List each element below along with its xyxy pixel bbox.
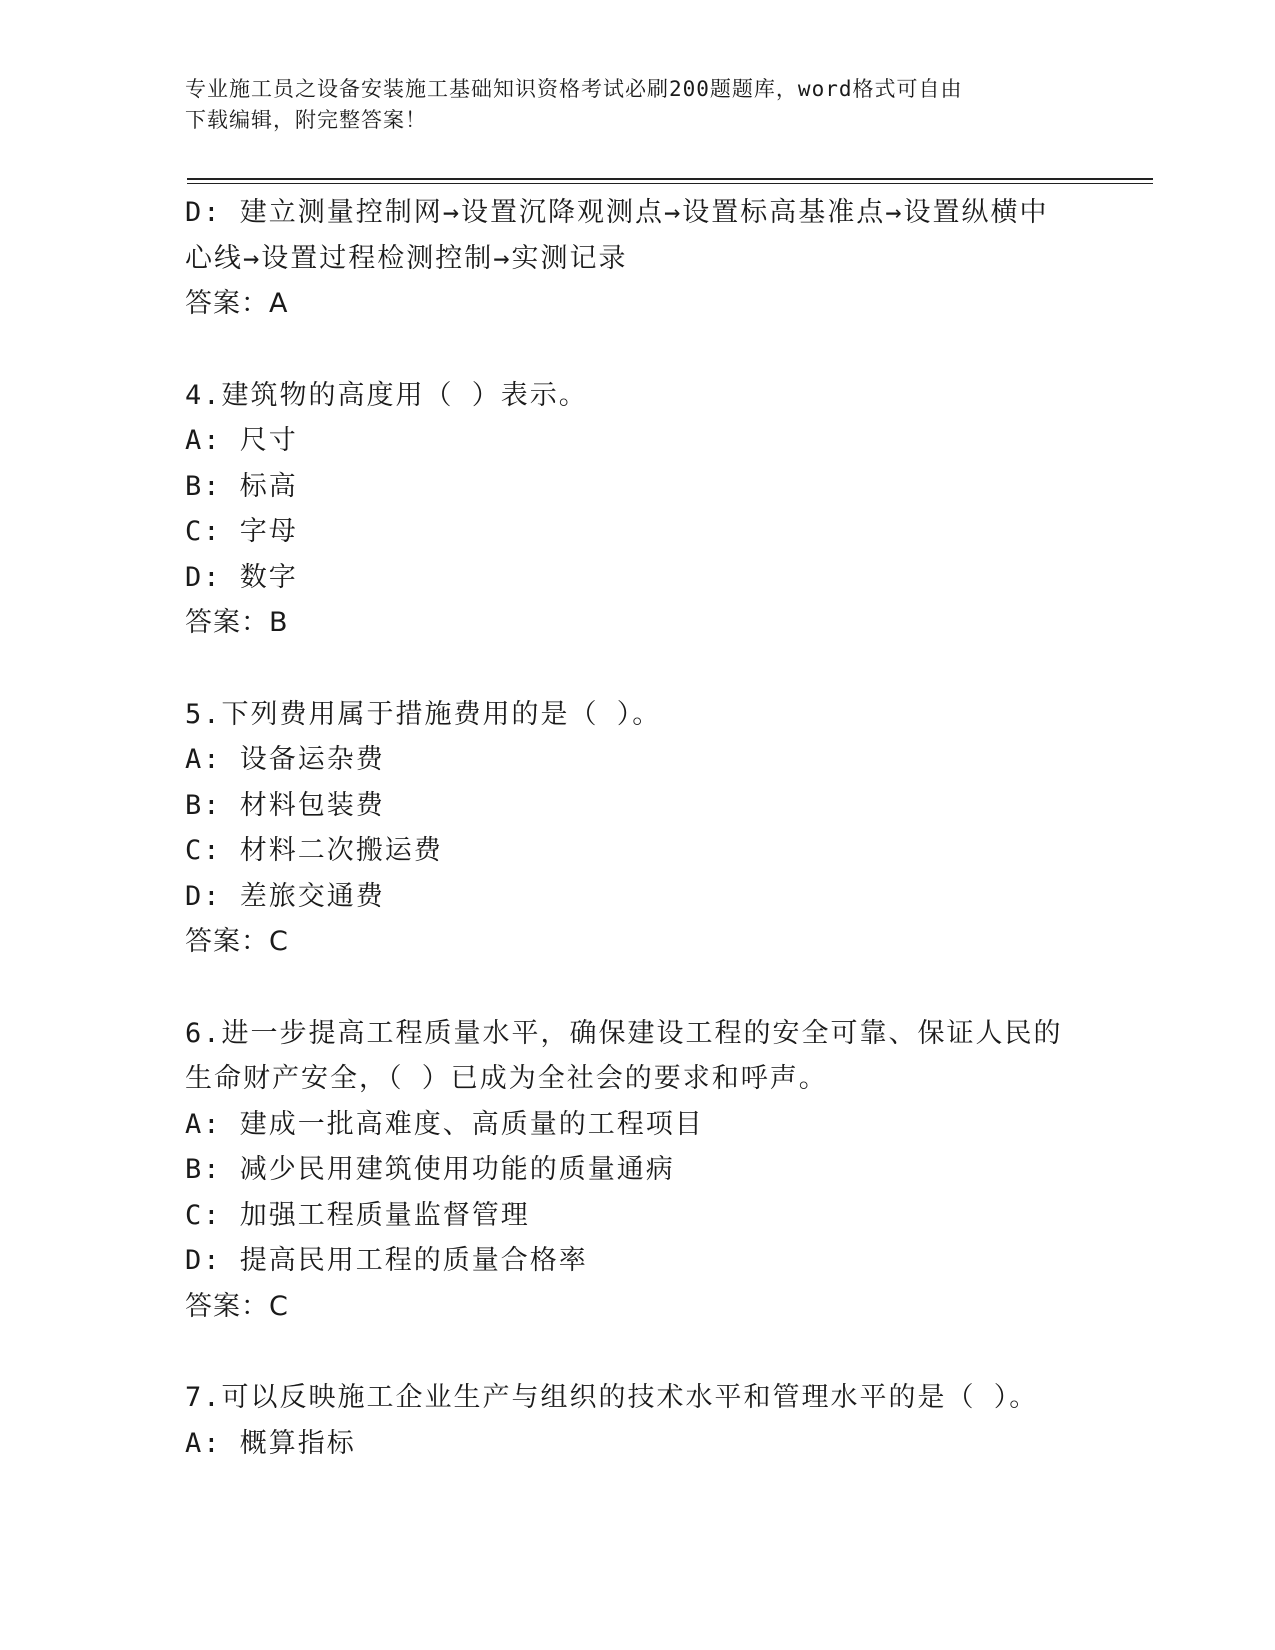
option-b: B: 减少民用建筑使用功能的质量通病 xyxy=(185,1154,675,1185)
answer-label: 答案：B xyxy=(185,607,289,638)
option-c: C: 加强工程质量监督管理 xyxy=(185,1199,530,1231)
answer-label: 答案：C xyxy=(185,1290,289,1322)
question-5 xyxy=(185,692,1085,965)
answer-label: 答案：C xyxy=(185,926,289,957)
option-c: C: 材料二次搬运费 xyxy=(185,835,443,866)
option-a: A: 尺寸 xyxy=(185,425,298,456)
question-spacer xyxy=(185,646,1085,692)
option-d-line-2: 心线→设置过程检测控制→实测记录 xyxy=(185,242,628,274)
option-d: D: 数字 xyxy=(185,561,298,593)
question-spacer xyxy=(185,327,1085,373)
document-header xyxy=(185,74,1065,136)
option-d: D: 提高民用工程的质量合格率 xyxy=(185,1245,588,1276)
header-title-line-1: 专业施工员之设备安装施工基础知识资格考试必刷200题题库，word格式可自由 xyxy=(185,77,963,101)
question-spacer xyxy=(185,965,1085,1011)
option-a: A: 概算指标 xyxy=(185,1427,356,1459)
question-stem: 5.下列费用属于措施费用的是（ ）。 xyxy=(185,698,662,730)
question-stem: 7.可以反映施工企业生产与组织的技术水平和管理水平的是（ ）。 xyxy=(185,1382,1039,1413)
question-7 xyxy=(185,1375,1085,1466)
option-d: D: 差旅交通费 xyxy=(185,880,385,912)
option-b: B: 材料包装费 xyxy=(185,789,385,821)
header-title-line-2: 下载编辑，附完整答案！ xyxy=(185,108,427,132)
option-b: B: 标高 xyxy=(185,470,298,502)
answer-label: 答案：A xyxy=(185,288,289,319)
question-stem-line-2: 生命财产安全，（ ）已成为全社会的要求和呼声。 xyxy=(185,1063,828,1094)
question-3-tail xyxy=(185,190,1085,327)
option-a: A: 建成一批高难度、高质量的工程项目 xyxy=(185,1108,704,1140)
question-6 xyxy=(185,1011,1085,1330)
question-list xyxy=(185,190,1085,1466)
header-divider-thin xyxy=(187,183,1153,184)
header-divider-thick xyxy=(187,178,1153,180)
question-stem-line-1: 6.进一步提高工程质量水平，确保建设工程的安全可靠、保证人民的 xyxy=(185,1017,1063,1049)
question-4 xyxy=(185,373,1085,646)
option-c: C: 字母 xyxy=(185,516,298,547)
option-d-line-1: D: 建立测量控制网→设置沉降观测点→设置标高基准点→设置纵横中 xyxy=(185,197,1049,228)
question-stem: 4.建筑物的高度用（ ）表示。 xyxy=(185,379,588,411)
option-a: A: 设备运杂费 xyxy=(185,744,385,775)
question-spacer xyxy=(185,1329,1085,1375)
